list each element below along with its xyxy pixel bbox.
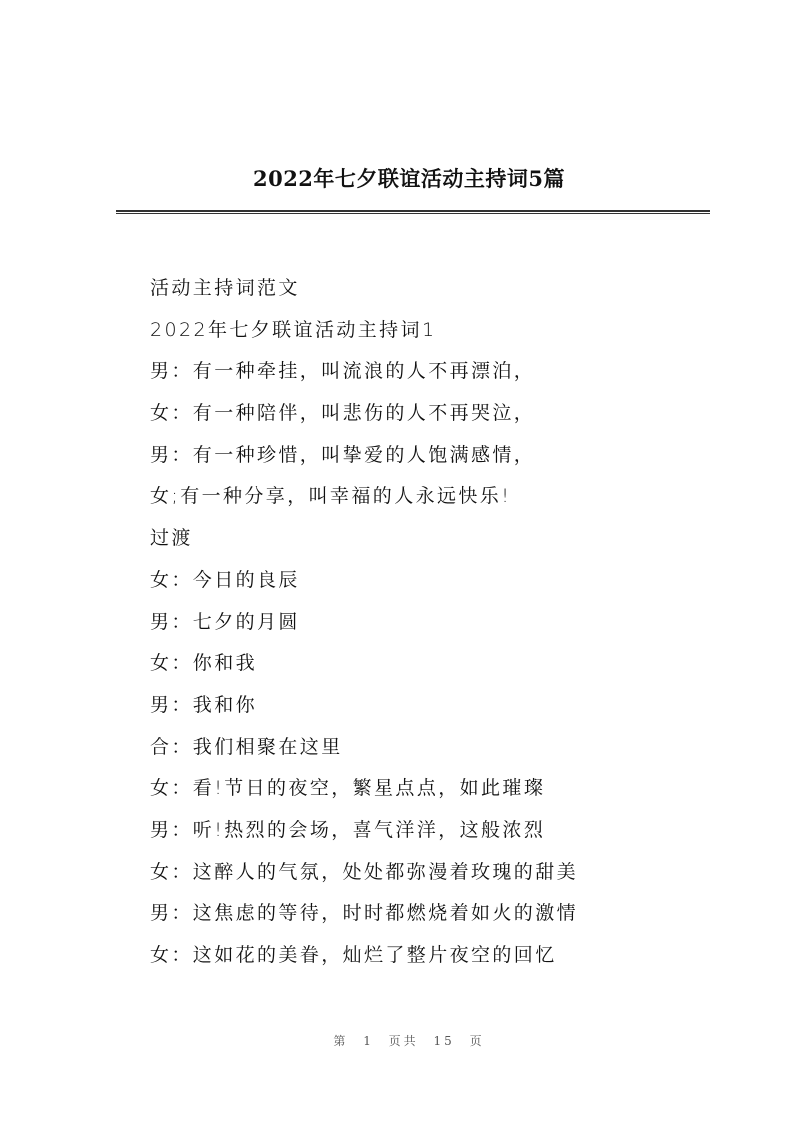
body-line: 过渡 <box>150 527 193 550</box>
body-line: 女：你和我 <box>150 652 258 675</box>
body-line: 女：有一种陪伴，叫悲伤的人不再哭泣， <box>150 402 536 425</box>
footer-prefix: 第 <box>333 1034 349 1048</box>
body-line: 女;有一种分享，叫幸福的人永远快乐! <box>150 485 512 508</box>
footer-middle: 页共 <box>388 1034 419 1048</box>
footer-suffix: 页 <box>469 1034 485 1048</box>
page-footer <box>0 1032 800 1049</box>
document-body <box>150 272 710 981</box>
body-line: 女：今日的良辰 <box>150 568 300 591</box>
body-line: 女：这如花的美眷，灿烂了整片夜空的回忆 <box>150 944 557 966</box>
body-line: 男：听!热烈的会场，喜气洋洋，这般浓烈 <box>150 818 546 841</box>
body-line: 2022年七夕联谊活动主持词1 <box>150 318 437 341</box>
body-line: 男：有一种珍惜，叫挚爱的人饱满感情， <box>150 443 536 466</box>
body-line: 活动主持词范文 <box>150 277 300 299</box>
body-line: 合：我们相聚在这里 <box>150 735 343 758</box>
title-divider <box>116 210 710 214</box>
body-line: 女：这醉人的气氛，处处都弥漫着玫瑰的甜美 <box>150 860 579 883</box>
footer-total-pages: 15 <box>433 1034 455 1048</box>
body-line: 男：七夕的月圆 <box>150 610 300 633</box>
body-line: 男：有一种牵挂，叫流浪的人不再漂泊， <box>150 360 536 383</box>
footer-page-number: 1 <box>363 1034 374 1048</box>
body-line: 女：看!节日的夜空，繁星点点，如此璀璨 <box>150 777 546 800</box>
page-title: 2022年七夕联谊活动主持词5篇 <box>252 166 566 191</box>
body-line: 男：这焦虑的等待，时时都燃烧着如火的激情 <box>150 902 579 925</box>
body-line: 男：我和你 <box>150 693 258 716</box>
